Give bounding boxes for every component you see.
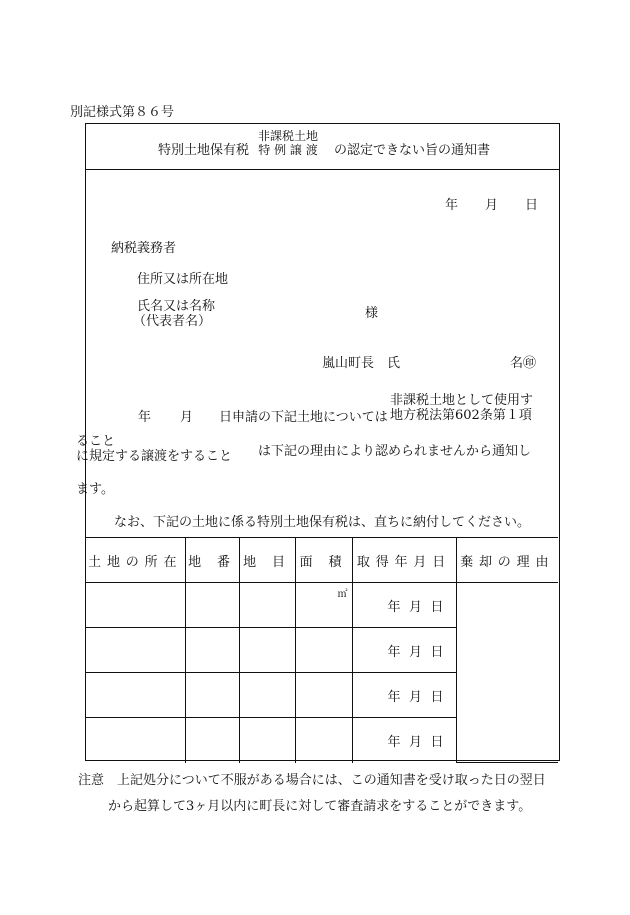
taxpayer-heading: 納税義務者: [111, 241, 177, 256]
cell-lot-number[interactable]: [185, 673, 239, 718]
date-year-mark: 年: [387, 644, 401, 660]
cell-location[interactable]: [86, 718, 185, 763]
date-month-mark: 月: [408, 644, 422, 660]
cell-land-category[interactable]: [239, 583, 295, 628]
table-row: [86, 583, 558, 628]
area-unit: ㎡: [337, 589, 348, 600]
date-year-mark: 年: [387, 689, 401, 705]
body-year: 年: [138, 410, 152, 425]
date-day: 日: [525, 198, 539, 213]
header-location: 土地の所在: [86, 538, 185, 583]
note-line-1: 注意 上記処分について不服がある場合には、この通知書を受け取った日の翌日: [78, 773, 546, 788]
note-line-2: から起算して3ヶ月以内に町長に対して審査請求をすることができます。: [108, 799, 532, 814]
header-acquisition-date: 取得年月日: [352, 538, 456, 583]
right-stack-bottom: 地方税法第602条第１項: [390, 408, 532, 423]
cell-location[interactable]: [86, 583, 185, 628]
right-stack-top: 非課税土地として使用す: [390, 393, 534, 408]
line3: ます。: [76, 482, 114, 497]
cell-lot-number[interactable]: [185, 628, 239, 673]
line2-rest: は下記の理由により認められませんから通知し: [258, 444, 532, 459]
cell-area[interactable]: [295, 673, 352, 718]
table-header-row: [86, 538, 558, 583]
date-day-mark: 日: [430, 599, 444, 615]
date-day-mark: 日: [430, 644, 444, 660]
date-month: 月: [485, 198, 499, 213]
application-text: 日申請の下記土地については: [219, 410, 388, 425]
form-number: 別記様式第８６号: [70, 105, 175, 120]
body-month: 月: [180, 410, 194, 425]
date-year-mark: 年: [387, 599, 401, 615]
cell-area[interactable]: [295, 583, 352, 628]
issuer-name-seal: 名㊞: [510, 356, 537, 371]
cell-location[interactable]: [86, 628, 185, 673]
date-day-mark: 日: [430, 734, 444, 750]
notice-form: [76, 123, 560, 761]
name-label: 氏名又は名称: [137, 299, 216, 314]
cell-location[interactable]: [86, 673, 185, 718]
date-month-mark: 月: [408, 599, 422, 615]
cell-land-category[interactable]: [239, 673, 295, 718]
date-day-mark: 日: [430, 689, 444, 705]
date-year: 年: [445, 198, 459, 213]
address-label: 住所又は所在地: [137, 272, 229, 287]
date-month-mark: 月: [408, 734, 422, 750]
header-rejection-reason: 棄却の理由: [456, 538, 558, 583]
payment-notice: なお、下記の土地に係る特別土地保有税は、直ちに納付してください。: [114, 515, 531, 530]
cell-acquisition-date[interactable]: [352, 628, 456, 673]
cell-lot-number[interactable]: [185, 718, 239, 763]
title-stack-bottom: 特 例 譲 渡: [258, 143, 318, 157]
cell-land-category[interactable]: [239, 718, 295, 763]
title-prefix: 特別土地保有税: [158, 143, 250, 158]
header-area: 面 積: [295, 538, 352, 583]
land-table: [86, 537, 558, 763]
form-title: [86, 124, 559, 170]
cell-area[interactable]: [295, 628, 352, 673]
header-lot-number: 地 番: [185, 538, 239, 583]
cell-lot-number[interactable]: [185, 583, 239, 628]
cell-land-category[interactable]: [239, 628, 295, 673]
date-year-mark: 年: [387, 734, 401, 750]
title-suffix: の認定できない旨の通知書: [334, 143, 491, 158]
cell-acquisition-date[interactable]: [352, 583, 456, 628]
header-land-category: 地 目: [239, 538, 295, 583]
cell-area[interactable]: [295, 718, 352, 763]
title-stack: [258, 129, 318, 157]
left-stack-bottom: に規定する譲渡をすること: [76, 449, 233, 464]
right-stack: [390, 393, 533, 423]
title-stack-top: 非課税土地: [258, 129, 319, 143]
cell-rejection-reason[interactable]: [456, 583, 558, 763]
left-stack-top: ること: [76, 434, 116, 449]
cell-acquisition-date[interactable]: [352, 673, 456, 718]
date-month-mark: 月: [408, 689, 422, 705]
representative-label: （代表者名）: [133, 314, 212, 329]
honorific: 様: [365, 306, 379, 321]
issuer-title: 嵐山町長 氏: [322, 356, 401, 371]
left-stack: [76, 434, 232, 464]
cell-acquisition-date[interactable]: [352, 718, 456, 763]
